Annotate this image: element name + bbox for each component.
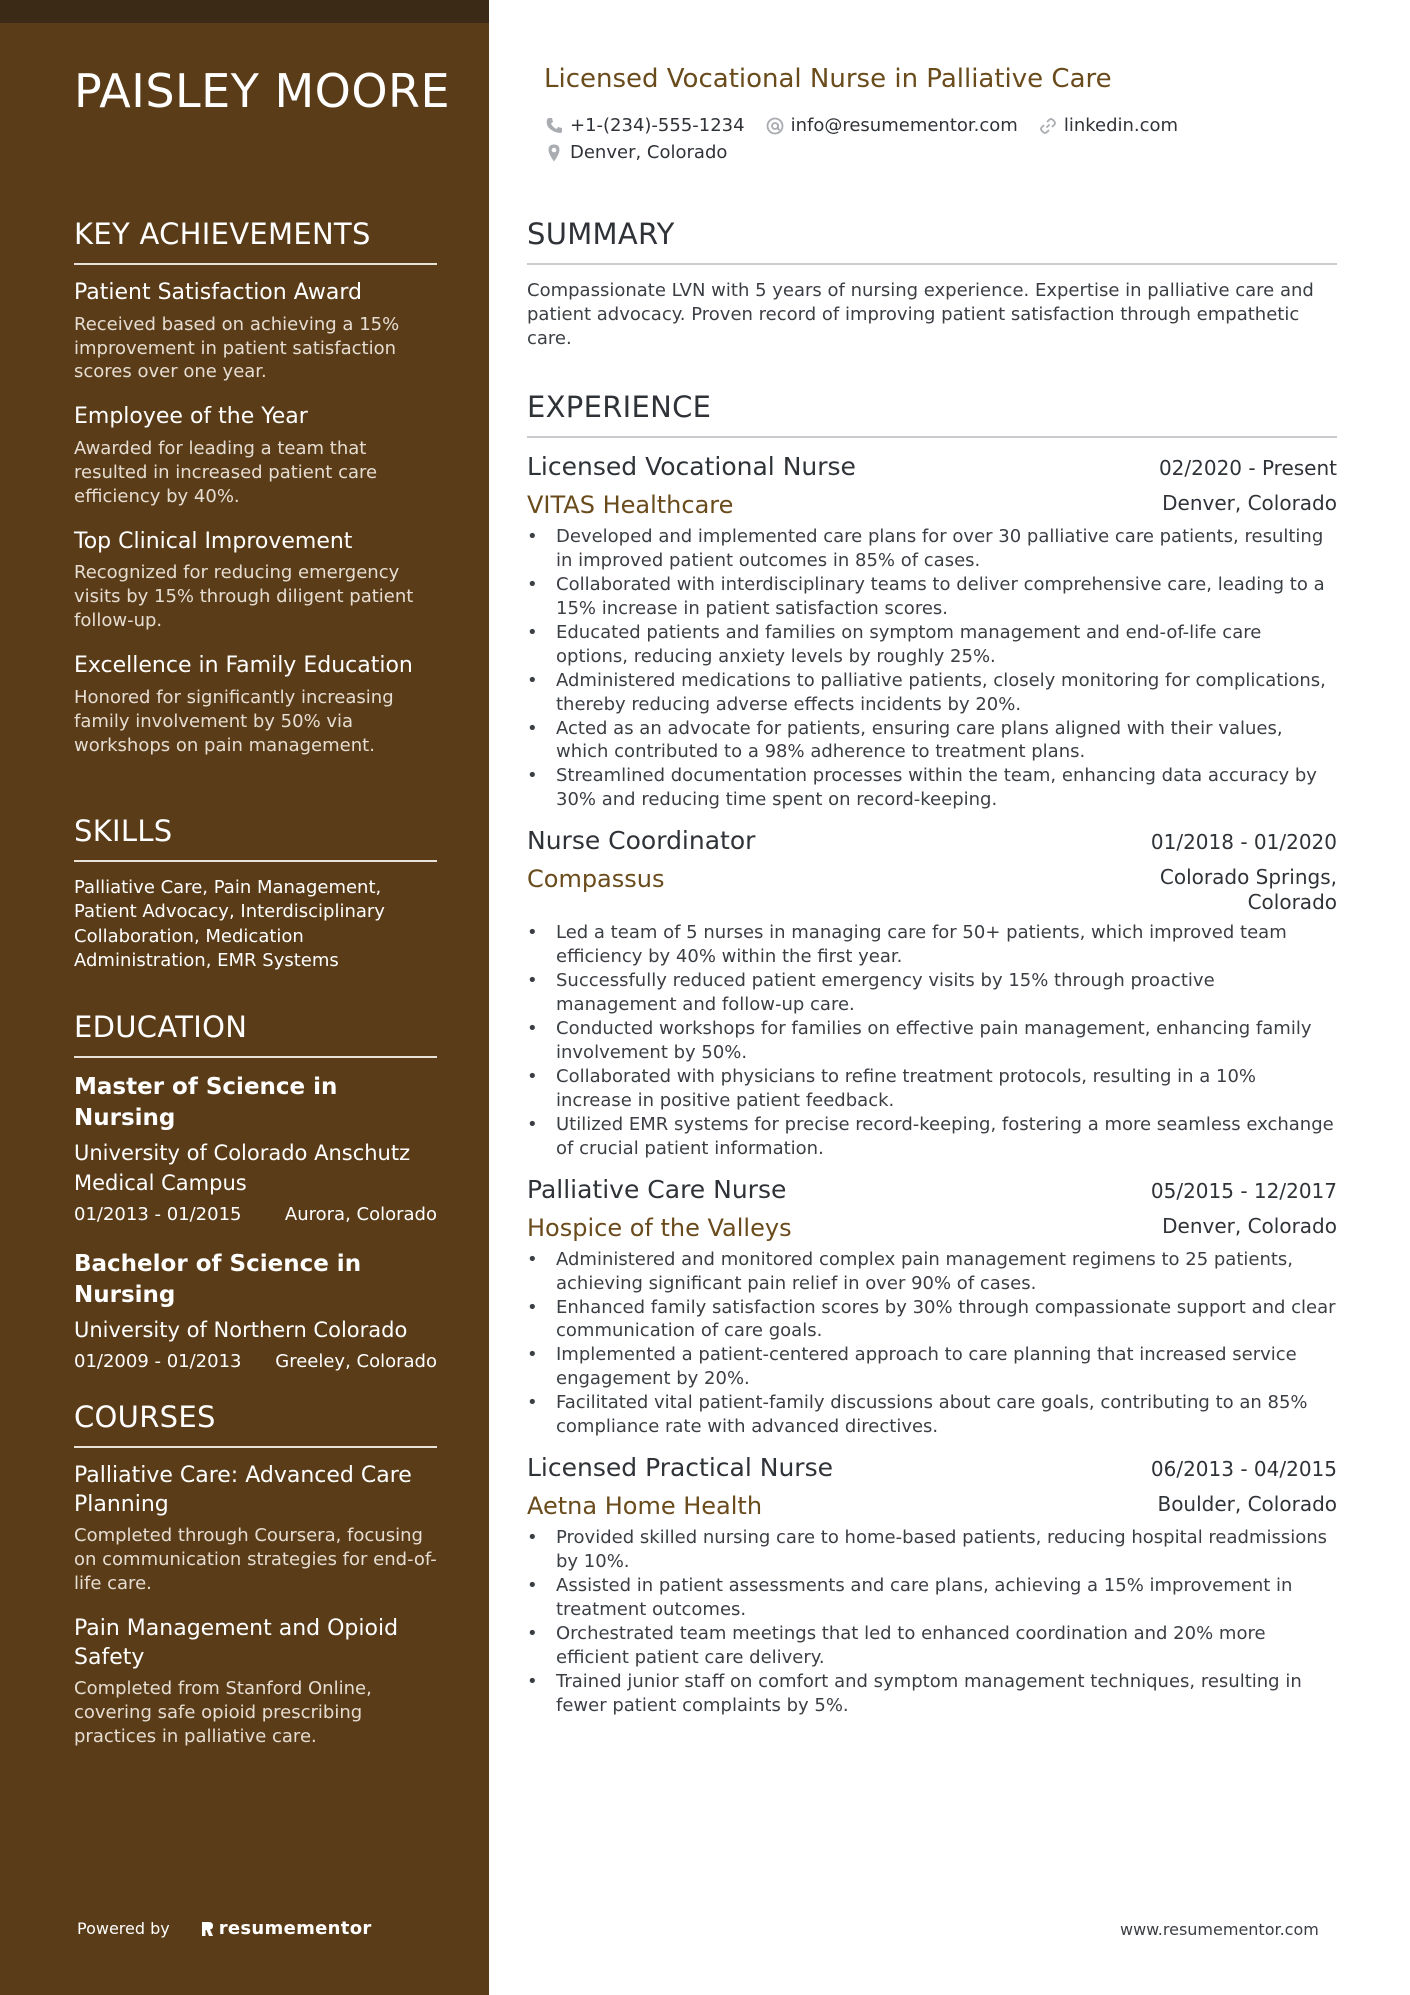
sidebar (0, 0, 489, 1995)
course-item (74, 1462, 437, 1596)
education-location: Greeley, Colorado (275, 1351, 437, 1373)
contact-info (544, 112, 1244, 166)
powered-by (77, 1918, 372, 1939)
bullet-item: • Developed and implemented care plans for over 30 palliative care patients, resulting in improved patient outcomes in 85% of cases. (527, 525, 1337, 573)
education-degree: Master of Science in Nursing (74, 1074, 338, 1131)
achievements-section (74, 217, 437, 777)
summary-heading: SUMMARY (527, 217, 1337, 265)
education-dates: 01/2013 - 01/2015 (74, 1203, 242, 1225)
brand-name: resumementor (218, 1918, 372, 1939)
education-meta (74, 1204, 437, 1225)
education-school: University of Colorado Anschutz Medical Campus (74, 1141, 411, 1195)
skills-list: Palliative Care, Pain Management, Patient Advocacy, Interdisciplinary Collaboration, Medication Administration, EMR Systems (74, 877, 385, 971)
achievement-description: Honored for significantly increasing family involvement by 50% via workshops on pain management. (74, 686, 394, 756)
skills-heading: SKILLS (74, 814, 437, 862)
education-location: Aurora, Colorado (284, 1203, 437, 1225)
experience-location: Denver, Colorado (1162, 1213, 1337, 1238)
bullet-item: • Trained junior staff on comfort and symptom management techniques, resulting in fewer patient complaints by 5%. (527, 1670, 1337, 1718)
phone-icon (544, 116, 564, 136)
experience-role: Licensed Practical Nurse (527, 1453, 833, 1483)
course-description: Completed from Stanford Online, covering safe opioid prescribing practices in palliative care. (74, 1678, 372, 1748)
achievement-title: Patient Satisfaction Award (74, 280, 362, 305)
achievement-title: Employee of the Year (74, 404, 308, 430)
education-degree: Bachelor of Science in Nursing (74, 1250, 362, 1308)
bullet-item: • Orchestrated team meetings that led to enhanced coordination and 20% more efficient patient care delivery. (527, 1622, 1337, 1670)
experience-dates: 02/2020 - Present (1158, 456, 1337, 480)
achievement-item (74, 652, 437, 757)
education-item (74, 1072, 437, 1225)
bullet-item: • Administered and monitored complex pain management regimens to 25 patients, achieving significant pain relief in over 90% of cases. (527, 1248, 1337, 1296)
experience-item (527, 452, 1337, 812)
courses-section (74, 1400, 437, 1768)
bullet-item: • Implemented a patient-centered approach to care planning that increased service engagement by 20%. (527, 1343, 1337, 1391)
bullet-item: • Conducted workshops for families on effective pain management, enhancing family involvement by 50%. (527, 1017, 1337, 1065)
bullet-item: • Facilitated vital patient-family discussions about care goals, contributing to an 85% compliance rate with advanced directives. (527, 1391, 1337, 1439)
education-section (74, 1010, 437, 1396)
bullet-item: • Successfully reduced patient emergency visits by 15% through proactive management and follow-up care. (527, 969, 1337, 1017)
bullet-item: • Administered medications to palliative patients, closely monitoring for complications, thereby reducing adverse effects incidents by 20%. (527, 669, 1337, 717)
brand-logo[interactable] (200, 1918, 372, 1939)
experience-dates: 01/2018 - 01/2020 (1150, 830, 1337, 855)
achievement-item (74, 279, 437, 384)
experience-item (527, 826, 1337, 1160)
experience-company: Aetna Home Health (527, 1492, 763, 1521)
contact-row (544, 112, 1244, 139)
experience-role: Licensed Vocational Nurse (527, 452, 856, 481)
sidebar-top-band (0, 0, 489, 23)
achievement-title: Top Clinical Improvement (74, 528, 353, 554)
bullet-item: • Led a team of 5 nurses in managing care for 50+ patients, which improved team efficiency by 40% within the first year. (527, 921, 1337, 969)
at-icon (765, 116, 785, 136)
achievement-title: Excellence in Family Education (74, 653, 413, 679)
course-title: Palliative Care: Advanced Care Planning (74, 1463, 412, 1517)
experience-role: Palliative Care Nurse (527, 1174, 787, 1204)
education-school: University of Northern Colorado (74, 1318, 408, 1343)
contact-linkedin[interactable] (1038, 115, 1178, 136)
brand-mark-icon (200, 1920, 215, 1938)
experience-company: Hospice of the Valleys (527, 1213, 792, 1242)
summary-text: Compassionate LVN with 5 years of nursing experience. Expertise in palliative care and patient advocacy. Proven record of improving patient satisfaction through empathetic care. (527, 280, 1314, 349)
location-text: Denver, Colorado (570, 142, 728, 163)
experience-dates: 06/2013 - 04/2015 (1150, 1457, 1337, 1482)
linkedin-link: linkedin.com (1063, 115, 1179, 136)
bullet-item: • Acted as an advocate for patients, ensuring care plans aligned with their values, which contributed to a 98% adherence to treatment plans. (527, 717, 1337, 765)
bullet-item: • Collaborated with interdisciplinary teams to deliver comprehensive care, leading to a 15% increase in patient satisfaction scores. (527, 573, 1337, 621)
education-meta (74, 1351, 437, 1372)
candidate-name: PAISLEY MOORE (74, 64, 451, 118)
bullet-item: • Educated patients and families on symptom management and end-of-life care options, reducing anxiety levels by roughly 25%. (527, 621, 1337, 669)
experience-section (527, 390, 1337, 1732)
experience-role: Nurse Coordinator (527, 826, 756, 856)
contact-email[interactable] (765, 115, 1018, 136)
course-title: Pain Management and Opioid Safety (74, 1616, 399, 1670)
skills-section (74, 814, 437, 973)
bullet-item: • Streamlined documentation processes within the team, enhancing data accuracy by 30% and reducing time spent on record-keeping. (527, 764, 1337, 812)
location-pin-icon (544, 143, 564, 163)
bullet-item: • Enhanced family satisfaction scores by 30% through compassionate support and clear communication of care goals. (527, 1296, 1337, 1344)
website-link[interactable]: www.resumementor.com (1120, 1920, 1319, 1939)
experience-bullets (527, 1248, 1337, 1440)
education-item (74, 1249, 437, 1373)
bullet-item: • Utilized EMR systems for precise record-keeping, fostering a more seamless exchange of crucial patient information. (527, 1113, 1337, 1161)
contact-phone[interactable] (544, 115, 745, 136)
experience-bullets (527, 525, 1337, 812)
powered-by-label: Powered by (77, 1919, 170, 1938)
experience-location: Boulder, Colorado (1157, 1492, 1337, 1517)
experience-company: Compassus (527, 865, 665, 894)
experience-heading: EXPERIENCE (527, 390, 1337, 438)
experience-dates: 05/2015 - 12/2017 (1150, 1178, 1337, 1203)
experience-bullets (527, 1526, 1337, 1718)
course-item (74, 1615, 437, 1749)
contact-location (544, 142, 727, 163)
headline-title: Licensed Vocational Nurse in Palliative Care (544, 64, 1112, 94)
bullet-item: • Collaborated with physicians to refine treatment protocols, resulting in a 10% increase in positive patient feedback. (527, 1065, 1337, 1113)
experience-item (527, 1453, 1337, 1718)
contact-row (544, 139, 1244, 166)
education-dates: 01/2009 - 01/2013 (74, 1351, 242, 1373)
achievement-description: Awarded for leading a team that resulted in increased patient care efficiency by 40%. (74, 438, 378, 507)
summary-section (527, 217, 1337, 351)
email-address: info@resumementor.com (790, 115, 1018, 136)
courses-heading: COURSES (74, 1400, 437, 1448)
achievements-heading: KEY ACHIEVEMENTS (74, 217, 437, 265)
education-heading: EDUCATION (74, 1010, 437, 1058)
experience-location: Denver, Colorado (1162, 491, 1337, 515)
experience-item (527, 1175, 1337, 1440)
achievement-description: Received based on achieving a 15% improvement in patient satisfaction scores over one year. (74, 313, 400, 383)
experience-location: Colorado Springs, Colorado (1159, 865, 1337, 915)
achievement-item (74, 528, 437, 633)
experience-bullets (527, 921, 1337, 1160)
bullet-item: • Assisted in patient assessments and care plans, achieving a 15% improvement in treatment outcomes. (527, 1574, 1337, 1622)
course-description: Completed through Coursera, focusing on communication strategies for end-of-life care. (74, 1525, 437, 1595)
achievement-item (74, 403, 437, 508)
link-icon (1038, 116, 1058, 136)
phone-number: +1-(234)-555-1234 (570, 115, 745, 136)
achievement-description: Recognized for reducing emergency visits by 15% through diligent patient follow-up. (74, 562, 414, 632)
experience-company: VITAS Healthcare (527, 491, 734, 519)
bullet-item: • Provided skilled nursing care to home-based patients, reducing hospital readmissions by 10%. (527, 1526, 1337, 1574)
